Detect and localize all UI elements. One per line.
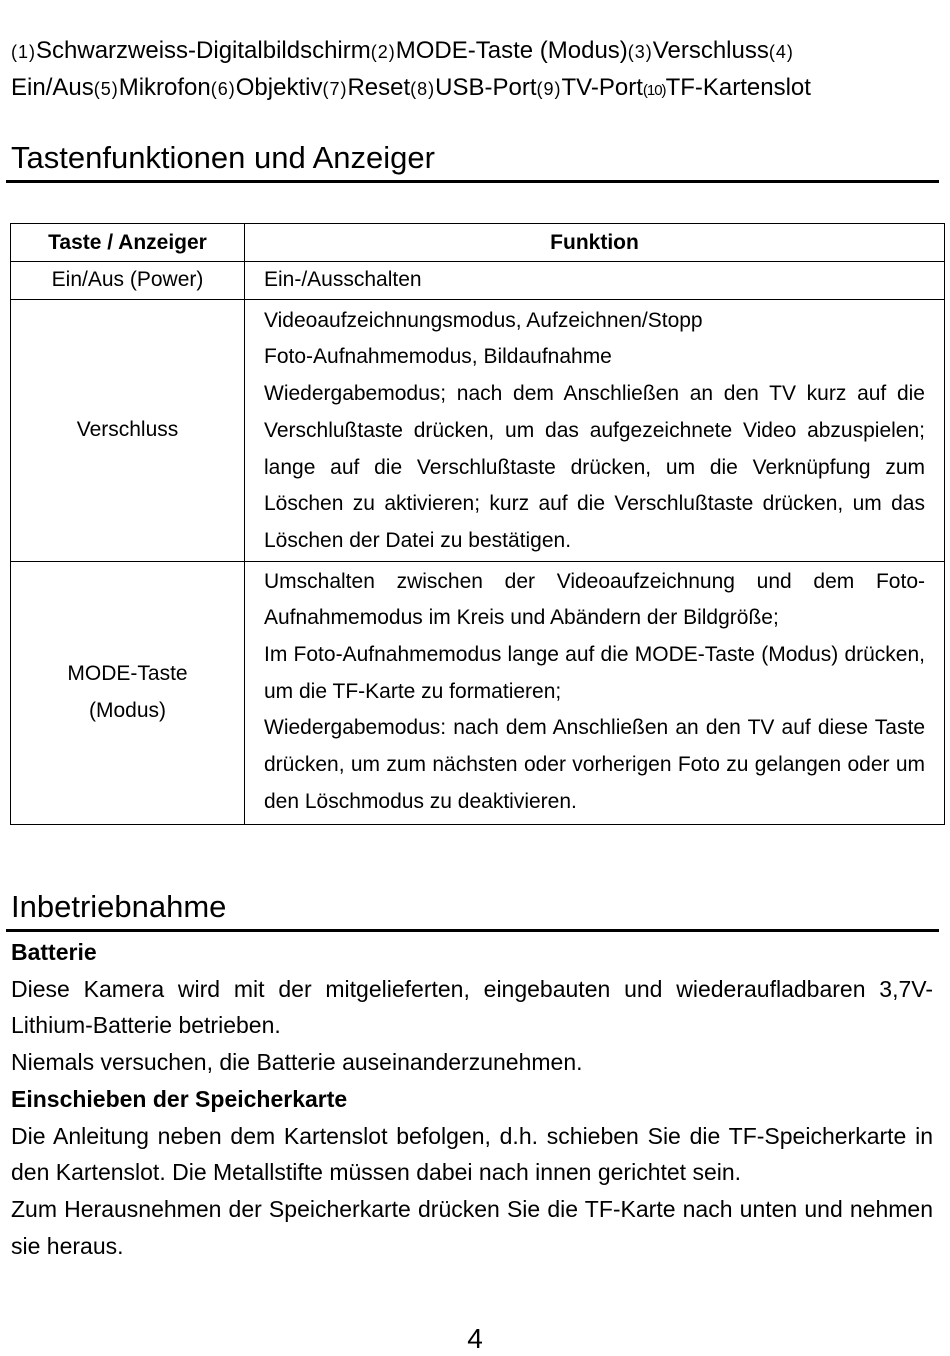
- part-label: USB-Port: [435, 74, 537, 101]
- function-text: Wiedergabemodus; nach dem Anschließen an den TV kurz auf die Verschlußtaste drücken, um das aufgezeichnete Video abzuspielen; lange auf die Verschlußtaste drücken, um die Verknüpfung zum Löschen zu aktivieren; kurz auf die Verschlußtaste drücken, um das Löschen der Datei zu bestätigen.: [264, 382, 925, 552]
- subheading-memory-card: Einschieben der Speicherkarte: [11, 1085, 348, 1112]
- table-header-row: [11, 224, 945, 262]
- part-label: Ein/Aus: [11, 74, 94, 101]
- row-function-mode: [245, 561, 945, 824]
- section-title-button-functions: Tastenfunktionen und Anzeiger: [11, 140, 435, 175]
- function-text: Umschalten zwischen der Videoaufzeichnung und dem Foto-Aufnahmemodus im Kreis und Abändern der Bildgröße;: [264, 569, 925, 630]
- part-label: TV-Port: [561, 74, 643, 101]
- row-key-power: Ein/Aus (Power): [11, 262, 245, 300]
- paragraph: Diese Kamera wird mit der mitgelieferten, eingebauten und wiederaufladbaren 3,7V-Lithium-Batterie betrieben.: [11, 975, 933, 1039]
- function-text: Wiedergabemodus: nach dem Anschließen an den TV auf diese Taste drücken, um zum nächsten oder vorherigen Foto zu gelangen oder um den Löschmodus zu deaktivieren.: [264, 716, 925, 813]
- table-row: [11, 561, 945, 824]
- part-number: (2): [370, 42, 396, 62]
- part-label: MODE-Taste (Modus): [395, 37, 628, 64]
- section-title-getting-started: Inbetriebnahme: [11, 889, 227, 924]
- key-label-line: MODE-Taste: [67, 661, 188, 685]
- parts-list-line-2: [11, 70, 941, 109]
- subheading-battery: Batterie: [11, 939, 97, 965]
- table-row: [11, 299, 945, 561]
- part-label: TF-Kartenslot: [665, 74, 811, 101]
- function-text: Foto-Aufnahmemodus, Bildaufnahme: [264, 345, 612, 369]
- row-function-shutter: [245, 299, 945, 561]
- page-number: 4: [467, 1323, 483, 1354]
- part-number: (4): [768, 42, 794, 62]
- part-number: (1): [11, 42, 36, 62]
- part-number: (10): [642, 82, 666, 99]
- row-key-mode: [11, 561, 245, 824]
- button-function-table: [10, 223, 945, 825]
- part-label: Objektiv: [235, 74, 323, 101]
- key-label-line: (Modus): [88, 698, 167, 722]
- part-number: (8): [410, 79, 436, 99]
- part-label: Reset: [347, 74, 411, 101]
- part-number: (3): [627, 42, 653, 62]
- row-function-power: [245, 262, 945, 300]
- parts-list: [11, 33, 941, 109]
- part-label: Mikrofon: [118, 74, 211, 101]
- row-key-shutter: Verschluss: [11, 299, 245, 561]
- function-text: Videoaufzeichnungsmodus, Aufzeichnen/Stopp: [264, 308, 703, 332]
- paragraph: Zum Herausnehmen der Speicherkarte drücken Sie die TF-Karte nach unten und nehmen sie heraus.: [11, 1195, 933, 1259]
- table-row: [11, 262, 945, 300]
- paragraph: Niemals versuchen, die Batterie auseinanderzunehmen.: [11, 1049, 583, 1076]
- function-text: Im Foto-Aufnahmemodus lange auf die MODE-Taste (Modus) drücken, um die TF-Karte zu formatieren;: [264, 643, 925, 703]
- getting-started-body: [11, 934, 933, 1264]
- function-text: Ein-/Ausschalten: [264, 268, 422, 291]
- section-divider: [6, 180, 939, 183]
- part-label: Schwarzweiss-Digitalbildschirm: [36, 37, 371, 64]
- parts-list-line-1: [11, 33, 941, 70]
- section-divider: [6, 929, 939, 932]
- part-number: (9): [536, 79, 562, 99]
- part-number: (6): [210, 79, 236, 99]
- part-number: (5): [93, 79, 119, 99]
- paragraph: Die Anleitung neben dem Kartenslot befolgen, d.h. schieben Sie die TF-Speicherkarte in den Kartenslot. Die Metallstifte müssen dabei nach innen gerichtet sein.: [11, 1122, 933, 1186]
- column-header-function: Funktion: [245, 224, 945, 262]
- column-header-key: Taste / Anzeiger: [11, 224, 245, 262]
- part-label: Verschluss: [652, 37, 769, 64]
- part-number: (7): [322, 79, 348, 99]
